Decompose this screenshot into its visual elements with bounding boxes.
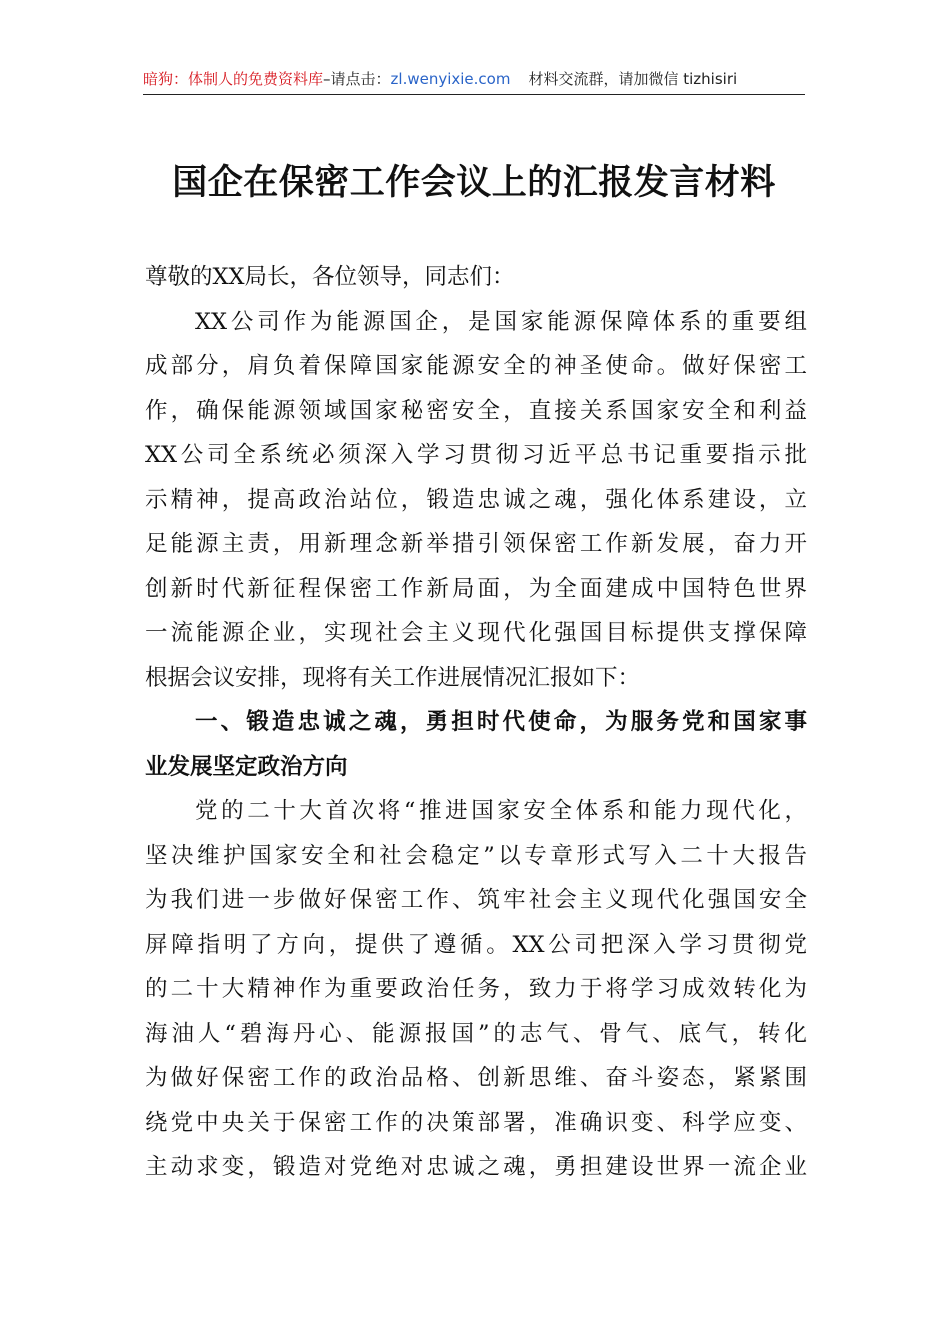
paragraph-line: 为做好保密工作的政治品格、创新思维、奋斗姿态，紧紧围: [145, 1065, 807, 1091]
section-heading-line: 业发展坚定政治方向: [145, 753, 348, 780]
header-prompt: –请点击：: [323, 70, 391, 88]
paragraph-line: 绕党中央关于保密工作的决策部署，准确识变、科学应变、: [145, 1109, 807, 1136]
paragraph-line: 根据会议安排，现将有关工作进展情况汇报如下：: [145, 664, 641, 691]
section-heading-line: 一、锻造忠诚之魂，勇担时代使命，为服务党和国家事: [195, 709, 807, 735]
paragraph-line: 足能源主责，用新理念新举措引领保密工作新发展，奋力开: [145, 531, 807, 557]
paragraph-line: XX公司作为能源国企，是国家能源保障体系的重要组: [195, 308, 807, 335]
paragraph-line: 主动求变，锻造对党绝对忠诚之魂，勇担建设世界一流企业: [145, 1154, 807, 1180]
header-contact: 材料交流群，请加微信 tizhisiri: [528, 70, 738, 88]
paragraph-line: 成部分，肩负着保障国家能源安全的神圣使命。做好保密工: [145, 353, 807, 379]
paragraph-line: 党的二十大首次将“推进国家安全体系和能力现代化，: [195, 798, 807, 824]
document-body: [145, 255, 807, 1190]
paragraph-line: 示精神，提高政治站位，锻造忠诚之魂，强化体系建设，立: [145, 486, 807, 513]
paragraph-line: XX公司全系统必须深入学习贯彻习近平总书记重要指示批: [145, 442, 807, 468]
page-header: [143, 64, 805, 95]
paragraph-line: 坚决维护国家安全和社会稳定”以专章形式写入二十大报告: [145, 842, 807, 869]
paragraph-line: 海油人“碧海丹心、能源报国”的志气、骨气、底气，转化: [145, 1020, 807, 1047]
paragraph-line: 创新时代新征程保密工作新局面，为全面建成中国特色世界: [145, 575, 807, 602]
paragraph-line: 的二十大精神作为重要政治任务，致力于将学习成效转化为: [145, 976, 807, 1002]
paragraph-line: 为我们进一步做好保密工作、筑牢社会主义现代化强国安全: [145, 887, 807, 913]
paragraph-line: 作，确保能源领域国家秘密安全，直接关系国家安全和利益: [145, 397, 807, 424]
paragraph-line: 屏障指明了方向，提供了遵循。XX公司把深入学习贯彻党: [145, 931, 807, 958]
paragraph-line: 一流能源企业，实现社会主义现代化强国目标提供支撑保障: [145, 620, 807, 646]
header-link[interactable]: zl.wenyixie.com: [390, 70, 511, 88]
header-brand: 暗狗：体制人的免费资料库: [143, 70, 324, 88]
salutation-line: 尊敬的XX局长，各位领导，同志们：: [145, 264, 515, 290]
document-title: 国企在保密工作会议上的汇报发言材料: [172, 162, 776, 203]
